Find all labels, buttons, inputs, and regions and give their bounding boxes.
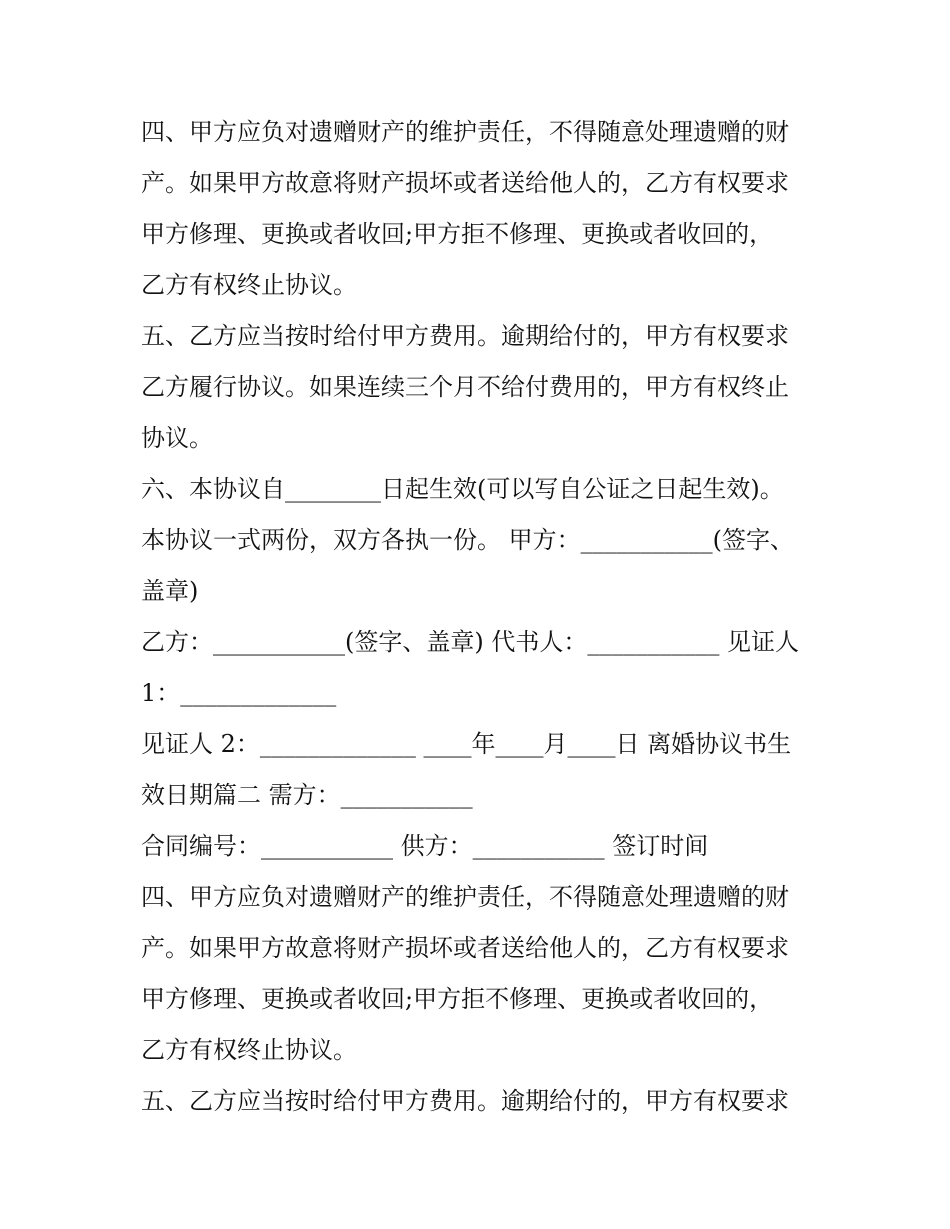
text-line: 本协议一式两份，双方各执一份。 甲方：___________(签字、: [141, 526, 794, 554]
text-line: 乙方履行协议。如果连续三个月不给付费用的，甲方有权终止: [141, 373, 789, 401]
text-line: 五、乙方应当按时给付甲方费用。逾期给付的，甲方有权要求: [141, 1087, 789, 1115]
text-line: 六、本协议自________日起生效(可以写自公证之日起生效)。: [141, 475, 784, 503]
text-line: 四、甲方应负对遗赠财产的维护责任，不得随意处理遗赠的财: [141, 118, 789, 146]
text-line: 五、乙方应当按时给付甲方费用。逾期给付的，甲方有权要求: [141, 322, 789, 350]
text-line: 乙方：___________(签字、盖章) 代书人：___________ 见证人: [141, 628, 799, 656]
document-body: [141, 107, 821, 1127]
text-line: 产。如果甲方故意将财产损坏或者送给他人的，乙方有权要求: [141, 934, 789, 962]
text-line: 盖章): [141, 577, 199, 605]
text-line: 协议。: [141, 424, 213, 452]
text-line: 四、甲方应负对遗赠财产的维护责任，不得随意处理遗赠的财: [141, 883, 789, 911]
text-line: 合同编号：___________ 供方：___________ 签订时间: [141, 832, 709, 860]
text-line: 1：_____________: [141, 679, 337, 707]
text-line: 乙方有权终止协议。: [141, 271, 357, 299]
text-line: 甲方修理、更换或者收回;甲方拒不修理、更换或者收回的，: [141, 220, 774, 248]
text-line: 甲方修理、更换或者收回;甲方拒不修理、更换或者收回的，: [141, 985, 774, 1013]
text-line: 见证人 2：_____________ ____年____月____日 离婚协议书生: [141, 730, 792, 758]
text-line: 产。如果甲方故意将财产损坏或者送给他人的，乙方有权要求: [141, 169, 789, 197]
text-line: 效日期篇二 需方：___________: [141, 781, 473, 809]
text-line: 乙方有权终止协议。: [141, 1036, 357, 1064]
